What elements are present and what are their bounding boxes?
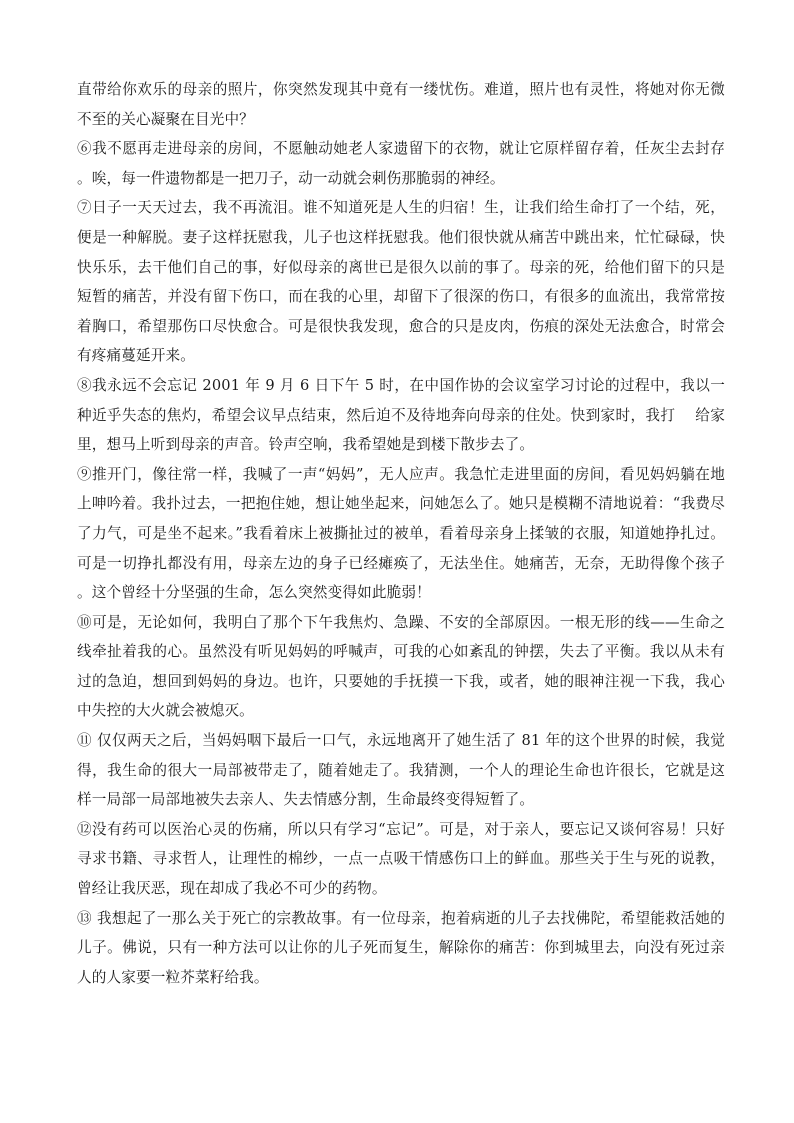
- paragraph-11: ⑪ 仅仅两天之后，当妈妈咽下最后一口气，永远地离开了她生活了 81 年的这个世界的时候，我觉得，我生命的很大一局部被带走了，随着她走了。我猜测，一个人的理论生命也许很长，它就是这样一局部一局部地被失去亲人、失去情感分割，生命最终变得短暂了。: [77, 732, 725, 809]
- paragraph-13: ⑬ 我想起了一那么关于死亡的宗教故事。有一位母亲，抱着病逝的儿子去找佛陀，希望能救活她的儿子。佛说，只有一种方法可以让你的儿子死而复生，解除你的痛苦：你到城里去，向没有死过亲人的人家要一粒芥菜籽给我。: [77, 909, 725, 986]
- paragraph-12: ⑫没有药可以医治心灵的伤痛，所以只有学习“忘记”。可是，对于亲人，要忘记又谈何容易！只好寻求书籍、寻求哲人，让理性的棉纱，一点一点吸干情感伤口上的鲜血。那些关于生与死的说教，曾经让我厌恶，现在却成了我必不可少的药物。: [77, 820, 725, 898]
- paragraph-8: ⑧我永远不会忘记 2001 年 9 月 6 日下午 5 时，在中国作协的会议室学习讨论的过程中，我以一种近乎失态的焦灼，希望会议早点结束，然后迫不及待地奔向母亲的住处。快到家时，我打 给家里，想马上听到母亲的声音。铃声空响，我希望她是到楼下散步去了。: [77, 376, 725, 454]
- paragraph-5-continued: 直带给你欢乐的母亲的照片，你突然发现其中竟有一缕忧伤。难道，照片也有灵性，将她对你无微不至的关心凝聚在目光中？: [77, 81, 725, 128]
- paragraph-6: ⑥我不愿再走进母亲的房间，不愿触动她老人家遗留下的衣物，就让它原样留存着，任灰尘去封存。唉，每一件遗物都是一把刀子，动一动就会刺伤那脆弱的神经。: [77, 140, 725, 187]
- paragraph-9: ⑨推开门，像往常一样，我喊了一声“妈妈”，无人应声。我急忙走进里面的房间，看见妈妈躺在地上呻吟着。我扑过去，一把抱住她，想让她坐起来，问她怎么了。她只是模糊不清地说着：“我费尽了力气，可是坐不起来。”我看着床上被撕扯过的被单，看着母亲身上揉皱的衣服，知道她挣扎过。可是一切挣扎都没有用，母亲左边的身子已经瘫痪了，无法坐住。她痛苦，无奈，无助得像个孩子。这个曾经十分坚强的生命，怎么突然变得如此脆弱！: [77, 465, 725, 602]
- paragraph-7: ⑦日子一天天过去，我不再流泪。谁不知道死是人生的归宿！生，让我们给生命打了一个结，死，便是一种解脱。妻子这样抚慰我，儿子也这样抚慰我。他们很快就从痛苦中跳出来，忙忙碌碌，快快乐乐，去干他们自己的事，好似母亲的离世已是很久以前的事了。母亲的死，给他们留下的只是短暂的痛苦，并没有留下伤口，而在我的心里，却留下了很深的伤口，有很多的血流出，我常常按着胸口，希望那伤口尽快愈合。可是很快我发现，愈合的只是皮肉，伤痕的深处无法愈合，时常会有疼痛蔓延开来。: [77, 199, 725, 365]
- document-page: [77, 75, 725, 992]
- paragraph-10: ⑩可是，无论如何，我明白了那个下午我焦灼、急躁、不安的全部原因。一根无形的线——生命之线牵扯着我的心。虽然没有听见妈妈的呼喊声，可我的心如紊乱的钟摆，失去了平衡。我以从未有过的急迫，想回到妈妈的身边。也许，只要她的手抚摸一下我，或者，她的眼神注视一下我，我心中失控的大火就会被熄灭。: [77, 613, 725, 720]
